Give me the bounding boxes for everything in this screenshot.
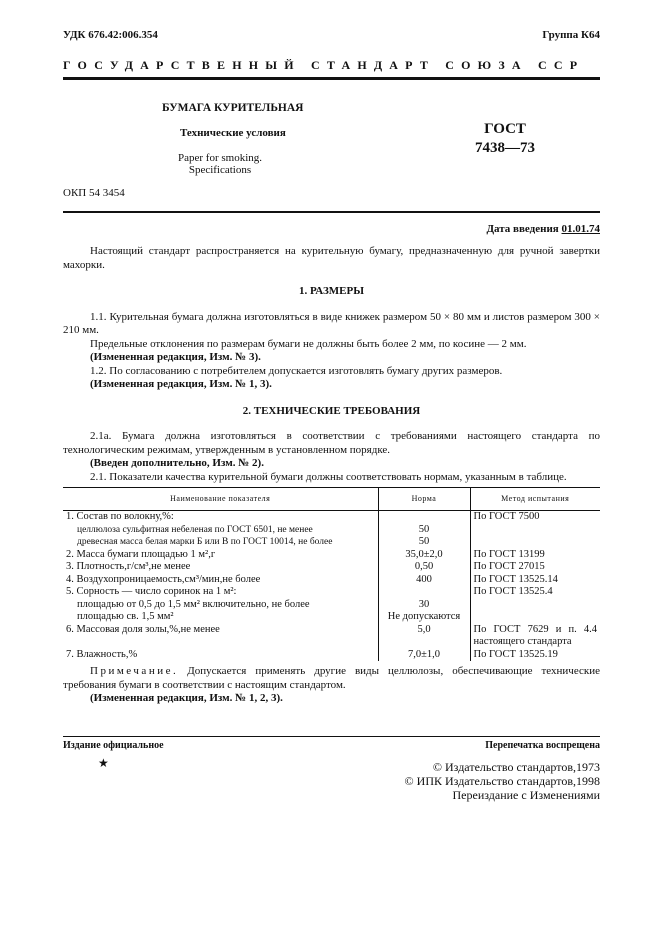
column-header: Метод испытания: [470, 488, 600, 511]
indicator-name: площадью св. 1,5 мм²: [77, 611, 174, 622]
test-method: [470, 524, 600, 537]
norm-value: 7,0±1,0: [378, 649, 470, 662]
okp-code: ОКП 54 3454: [63, 187, 125, 199]
table-row: [63, 524, 600, 537]
table-row: [63, 599, 600, 612]
indicator-name: 6. Массовая доля золы,%,не менее: [66, 623, 220, 635]
table-note: [63, 665, 600, 692]
copyright-1973: © Издательство стандартов,1973: [432, 760, 600, 774]
table-row: [63, 536, 600, 549]
amendment-note: (Измененная редакция, Изм. № 3).: [90, 351, 261, 363]
norm-value: 35,0±2,0: [378, 549, 470, 562]
divider: [63, 211, 600, 213]
paragraph: 1.2. По согласованию с потребителем допускается изготовлять бумагу других размеров.: [90, 364, 503, 377]
paragraph: Предельные отклонения по размерам бумаги не должны быть более 2 мм, по косине — 2 мм.: [90, 337, 527, 350]
table-row: [63, 624, 600, 649]
test-method: [470, 599, 600, 612]
english-subtitle: Specifications: [188, 164, 252, 176]
table-row: [63, 549, 600, 562]
amendment-note: (Введен дополнительно, Изм. № 2).: [90, 457, 264, 469]
test-method: По ГОСТ 27015: [473, 561, 545, 572]
test-method: По ГОСТ 13525.4: [473, 586, 553, 597]
gost-label: ГОСТ: [484, 121, 526, 137]
test-method: По ГОСТ 13199: [473, 548, 545, 560]
table-row: [63, 574, 600, 587]
test-method: По ГОСТ 13525.19: [473, 648, 558, 660]
norm-value: 5,0: [378, 624, 470, 649]
indicator-name: целлюлоза сульфитная небеленая по ГОСТ 6501, не менее: [77, 524, 313, 535]
reissue-note: Переиздание с Изменениями: [452, 788, 600, 802]
norm-value: 30: [378, 599, 470, 612]
indicator-name: древесная масса белая марки Б или В по ГОСТ 10014, не более: [77, 537, 333, 547]
divider: [63, 736, 600, 737]
indicator-name: 7. Влажность,%: [66, 648, 138, 660]
indicator-name: 5. Сорность — число соринок на 1 м²:: [66, 586, 237, 597]
date-label: Дата введения: [486, 223, 559, 235]
norm-value: 0,50: [378, 561, 470, 574]
amendment-note: (Измененная редакция, Изм. № 1, 2, 3).: [90, 692, 283, 704]
gost-number: 7438—73: [475, 140, 535, 156]
english-title: Paper for smoking.: [177, 152, 262, 164]
test-method: По ГОСТ 7500: [473, 511, 540, 522]
banner: ГОСУДАРСТВЕННЫЙ СТАНДАРТ СОЮЗА ССР: [63, 58, 585, 72]
requirements-table: [63, 487, 600, 661]
copyright-1998: © ИПК Издательство стандартов,1998: [404, 774, 600, 788]
norm-value: [378, 511, 470, 524]
paragraph: 1.1. Курительная бумага должна изготовляться в виде книжек размером 50 × 80 мм и листов размером 300 × 210 мм.: [63, 310, 600, 336]
column-header: Норма: [378, 488, 470, 511]
intro-paragraph: Настоящий стандарт распространяется на курительную бумагу, предназначенную для ручной завертки махорки.: [63, 245, 600, 271]
norm-value: 50: [378, 524, 470, 537]
test-method: [470, 536, 600, 549]
table-row: [63, 586, 600, 599]
table-row: [63, 649, 600, 662]
test-method: По ГОСТ 13525.14: [473, 573, 558, 585]
table-row: [63, 611, 600, 624]
table-row: [63, 511, 600, 524]
section-1-heading: 1. РАЗМЕРЫ: [298, 285, 365, 297]
norm-value: [378, 586, 470, 599]
note-label: Примечание.: [90, 665, 179, 677]
test-method: По ГОСТ 7629 и п. 4.4 настоящего стандарта: [473, 623, 597, 647]
amendment-note: (Измененная редакция, Изм. № 1, 3).: [90, 378, 272, 390]
test-method: [470, 611, 600, 624]
official-edition: Издание официальное: [63, 740, 164, 751]
indicator-name: 2. Масса бумаги площадью 1 м²,г: [66, 548, 216, 560]
group-code: Группа К64: [542, 29, 600, 41]
indicator-name: 3. Плотность,г/см³,не менее: [66, 561, 191, 572]
star-icon: ★: [98, 756, 109, 770]
indicator-name: 1. Состав по волокну,%:: [66, 511, 174, 522]
table-row: [63, 561, 600, 574]
column-header: Наименование показателя: [63, 488, 378, 511]
norm-value: 50: [378, 536, 470, 549]
udk-code: УДК 676.42:006.354: [63, 29, 158, 41]
divider: [63, 77, 600, 80]
section-2-heading: 2. ТЕХНИЧЕСКИЕ ТРЕБОВАНИЯ: [242, 404, 421, 417]
indicator-name: площадью от 0,5 до 1,5 мм² включительно, не более: [77, 598, 310, 610]
norm-value: Не допускаются: [378, 611, 470, 624]
date-value: 01.01.74: [561, 223, 600, 235]
norm-value: 400: [378, 574, 470, 587]
paragraph: 2.1а. Бумага должна изготовляться в соответствии с требованиями настоящего стандарта по технологическим режимам, утвержденным в установленном порядке.: [63, 430, 600, 456]
doc-title: БУМАГА КУРИТЕЛЬНАЯ: [162, 102, 304, 114]
note-text: Допускается применять другие виды целлюлозы, обеспечивающие технические требования бумаги в соответствии с настоящим стандартом.: [63, 665, 600, 691]
paragraph: 2.1. Показатели качества курительной бумаги должны соответствовать нормам, указанным в таблице.: [90, 470, 567, 483]
reprint-notice: Перепечатка воспрещена: [485, 740, 600, 751]
indicator-name: 4. Воздухопроницаемость,см³/мин,не более: [66, 573, 261, 585]
doc-subtitle: Технические условия: [180, 127, 286, 139]
